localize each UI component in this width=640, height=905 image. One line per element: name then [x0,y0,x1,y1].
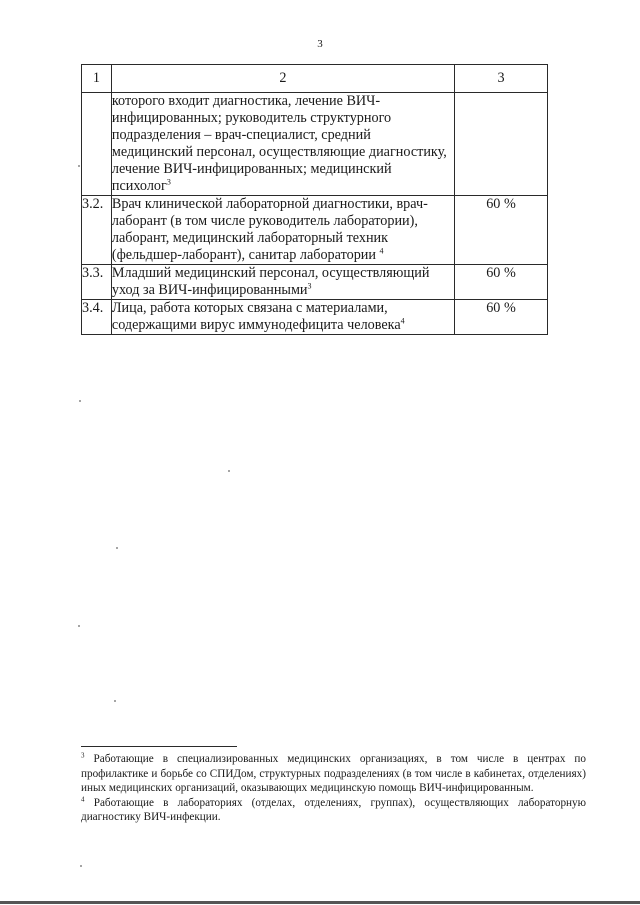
row-number: 3.3. [82,265,112,300]
footnote-ref: 4 [379,246,384,256]
scan-speck [78,165,80,167]
row-value: 60 % [454,265,547,300]
footnote-mark: 3 [81,751,85,760]
footnote-text: Работающие в лабораториях (отделах, отделениях, группах), осуществляющих лабораторную диагностику ВИЧ-инфекции. [81,796,586,824]
footnote [81,752,586,796]
footnote-mark: 4 [81,795,85,804]
row-value-cell [454,93,547,196]
row-description-cell [111,300,454,335]
row-description: Врач клинической лабораторной диагностики, врач-лаборант (в том числе руководитель лаборатории), лаборант, медицинский лабораторный техник (фельдшер-лаборант), санитар лаборатории [111,196,428,263]
footnote-ref: 3 [166,177,171,187]
page-number: 3 [317,38,323,50]
row-description-cell [111,196,454,265]
row-description: которого входит диагностика, лечение ВИЧ-инфицированных; руководитель структурного подразделения – врач-специалист, средний медицинский персонал, осуществляющие диагностику, лечение ВИЧ-инфицированных; медицинский психолог [111,93,447,194]
scan-speck [78,625,80,627]
row-number: 3.4. [82,300,112,335]
scan-speck [80,865,82,867]
row-description-cell [111,265,454,300]
scan-speck [116,547,118,549]
footnote-ref: 3 [307,281,312,291]
footnote-text: Работающие в специализированных медицинских организациях, в том числе в центрах по профилактике и борьбе со СПИДом, структурных подразделениях (в том числе в кабинетах, отделениях) иных медицинских организаций, оказывающих медицинскую помощь ВИЧ-инфицированным. [81,753,586,795]
table-row [82,93,548,196]
column-header: 1 [82,65,112,93]
footnote [81,796,586,825]
scan-speck [228,470,230,472]
scan-edge [0,901,640,904]
table-row [82,196,548,265]
row-value: 60 % [454,196,547,265]
row-description-cell [111,93,454,196]
footnote-separator [81,746,237,747]
scan-speck [79,400,81,402]
table-header-row [82,65,548,93]
table-row [82,265,548,300]
row-description: Лица, работа которых связана с материалами, содержащими вирус иммунодефицита человека [111,300,401,333]
row-value: 60 % [454,300,547,335]
row-number: 3.2. [82,196,112,265]
footnote-ref: 4 [400,316,405,326]
column-header: 2 [111,65,454,93]
footnotes [81,752,586,825]
row-description: Младший медицинский персонал, осуществляющий уход за ВИЧ-инфицированными [111,265,430,298]
table-row [82,300,548,335]
row-number-cell [82,93,112,196]
scan-speck [114,700,116,702]
column-header: 3 [454,65,547,93]
allowance-table [81,64,548,335]
